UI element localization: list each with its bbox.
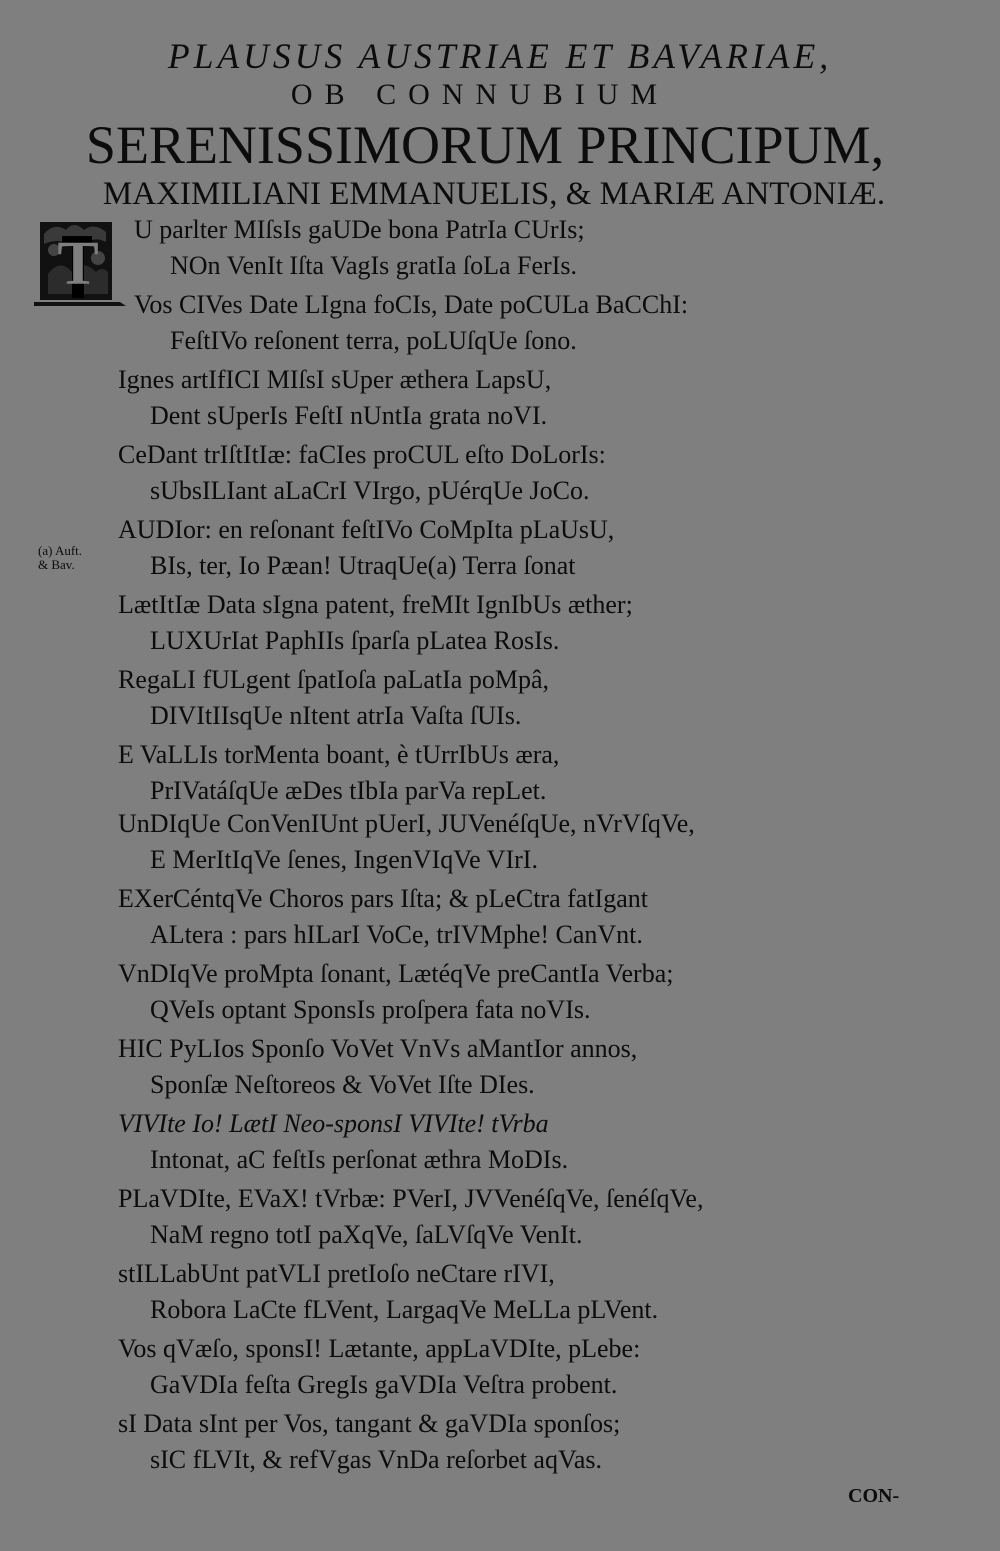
verse-line: RegaLI fULgent ſpatIoſa paLatIa poMpâ, (118, 665, 549, 694)
ornamental-initial-graphic (34, 214, 126, 308)
verse-line: sUbsILIant aLaCrI VIrgo, pUérqUe JoCo. (150, 476, 590, 505)
verse-line: VIVIte Io! LætI Neo-sponsI VIVIte! tVrba (118, 1109, 549, 1138)
verse-line: Vos qVæſo, sponsI! Lætante, appLaVDIte, pLebe: (118, 1334, 641, 1363)
verse-line: AUDIor: en reſonant feſtIVo CoMpIta pLaUsU, (118, 515, 615, 544)
verse-line: Robora LaCte fLVent, LargaqVe MeLLa pLVent. (150, 1295, 659, 1324)
verse-line: NaM regno totI paXqVe, ſaLVſqVe VenIt. (150, 1220, 583, 1249)
verse-line: NOn VenIt Iſta VagIs gratIa ſoLa FerIs. (170, 251, 577, 280)
verse-line: VnDIqVe proMpta ſonant, LætéqVe preCantIa Verba; (118, 959, 674, 988)
verse-line: E VaLLIs torMenta boant, è tUrrIbUs æra, (118, 740, 560, 769)
title-line-2: OB CONNUBIUM (290, 78, 670, 111)
verse-line: LUXUrIat PaphIIs ſparſa pLatea RosIs. (150, 626, 560, 655)
verse-line: Intonat, aC feſtIs perſonat æthra MoDIs. (150, 1145, 569, 1174)
verse-line: ALtera : pars hILarI VoCe, trIVMphe! CanVnt. (150, 920, 643, 949)
ornamental-initial-icon (34, 214, 126, 308)
verse-line: FeſtIVo reſonent terra, poLUſqUe ſono. (170, 326, 577, 355)
verse-line: DIVItIIsqUe nItent atrIa Vaſta ſUIs. (150, 701, 522, 730)
verse-line: EXerCéntqVe Choros pars Iſta; & pLeCtra fatIgant (118, 884, 648, 913)
verse-line: PLaVDIte, EVaX! tVrbæ: PVerI, JVVenéſqVe, ſenéſqVe, (118, 1184, 704, 1213)
title-line-4: MAXIMILIANI EMMANUELIS, & MARIÆ ANTONIÆ. (102, 176, 886, 212)
catchword: CON- (848, 1485, 900, 1507)
verse-line: PrIVatáſqUe æDes tIbIa parVa repLet. (150, 776, 547, 805)
verse-line: U parlter MIſsIs gaUDe bona PatrIa CUrIs; (134, 215, 585, 244)
verse-line: Vos CIVes Date LIgna foCIs, Date poCULa BaCChI: (134, 290, 689, 319)
verse-line: QVeIs optant SponsIs proſpera fata noVIs. (150, 995, 591, 1024)
verse-line: LætItIæ Data sIgna patent, freMIt IgnIbUs æther; (118, 590, 633, 619)
verse-line: stILLabUnt patVLI pretIoſo neCtare rIVI, (118, 1259, 555, 1288)
verse-line: CeDant trIſtItIæ: faCIes proCUL eſto DoLorIs: (118, 440, 606, 469)
marginal-note-line-2: & Bav. (38, 557, 75, 572)
verse-line: GaVDIa feſta GregIs gaVDIa Veſtra probent. (150, 1370, 618, 1399)
title-line-1: PLAUSUS AUSTRIAE ET BAVARIAE, (167, 36, 833, 76)
verse-line: sIC fLVIt, & refVgas VnDa reſorbet aqVas. (150, 1445, 603, 1474)
verse-line: Dent sUperIs FeſtI nUntIa grata noVI. (150, 401, 548, 430)
title-line-3: SERENISSIMORUM PRINCIPUM, (85, 115, 885, 175)
verse-line: Sponſæ Neſtoreos & VoVet Iſte DIes. (150, 1070, 535, 1099)
verse-line: Ignes artIfICI MIſsI sUper æthera LapsU, (118, 365, 552, 394)
marginal-note (38, 544, 118, 572)
marginal-note-line-1: (a) Auft. (38, 543, 83, 558)
verse-line: BIs, ter, Io Pæan! UtraqUe(a) Terra ſonat (150, 551, 576, 580)
verse-line: sI Data sInt per Vos, tangant & gaVDIa sponſos; (118, 1409, 621, 1438)
dropcap-letter: T (57, 230, 99, 298)
verse-line: E MerItIqVe ſenes, IngenVIqVe VIrI. (150, 845, 538, 874)
verse-line: HIC PyLIos Sponſo VoVet VnVs aMantIor annos, (118, 1034, 638, 1063)
verse-line: UnDIqUe ConVenIUnt pUerI, JUVenéſqUe, nVrVſqVe, (118, 809, 695, 838)
